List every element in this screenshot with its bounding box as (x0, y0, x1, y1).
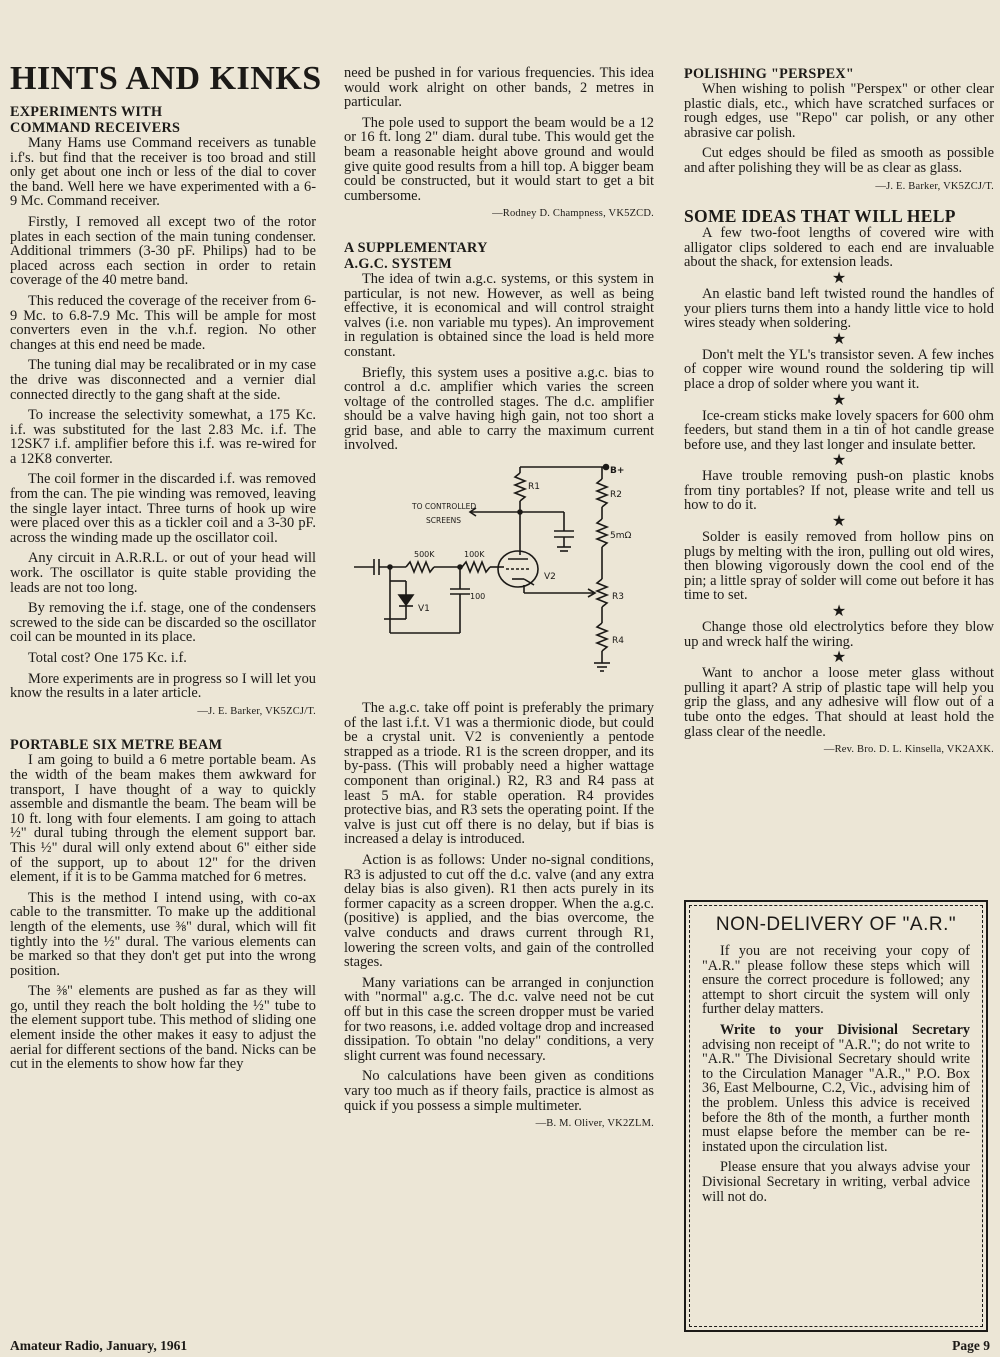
star-separator: ★ (831, 269, 847, 287)
paragraph: When wishing to polish "Perspex" or other clear plastic dials, etc., which have scratched surfaces or rough edges, use "Repo" car polish, or any other abrasive car polish. (684, 81, 994, 141)
paragraph: The ⅜" elements are pushed as far as they will go, until they reach the bolt holding the ½" tube to the element support tube. This method of sliding one element inside the other makes it easy to adjust the aerial for different sections of the band. Nicks can be cut in the elements to show how far they (10, 983, 316, 1073)
paragraph: Briefly, this system uses a positive a.g.c. bias to control a d.c. amplifier which varies the screen voltage of the controlled stages. The d.c. amplifier should be a valve having high gain, not too short a grid base, and able to carry the maximum current involved. (344, 364, 654, 454)
signature: —Rev. Bro. D. L. Kinsella, VK2AXK. (823, 744, 994, 756)
paragraph: A few two-foot lengths of covered wire with alligator clips soldered to each end are invaluable about the shack, for extension leads. (684, 225, 994, 271)
paragraph: Please ensure that you always advise your Divisional Secretary in writing, verbal advice will not do. (702, 1159, 970, 1205)
paragraph: Change those old electrolytics before they blow up and wreck half the wiring. (684, 619, 994, 650)
label-500k: 500K (414, 550, 435, 560)
article-title-agc-l1: A SUPPLEMENTARY (344, 239, 488, 256)
label-r4: R4 (612, 636, 624, 647)
label-bplus: B+ (610, 466, 625, 477)
article-title-ideas: SOME IDEAS THAT WILL HELP (684, 206, 956, 227)
paragraph: If you are not receiving your copy of "A.R." please follow these steps which will ensure the correct procedure is followed; any attempt to short circuit the system will only further delay matters. (702, 943, 970, 1018)
paragraph (702, 1023, 970, 1154)
column-middle (344, 66, 654, 1134)
paragraph: This reduced the coverage of the receiver from 6-9 Mc. to 6.8-7.9 Mc. This will be ample for most converters even in the v.h.f. region. No other changes at this end need be made. (10, 292, 316, 353)
paragraph: Don't melt the YL's transistor seven. A few inches of copper wire wound round the soldering tip will place a drop of solder where you want it. (684, 346, 994, 392)
paragraph: The idea of twin a.g.c. systems, or this system in particular, is not new. However, as well as being effective, it is economical and will control straight valves (i.e. non variable mu types). An improvement in regulation is obtained since the load is held more constant. (344, 270, 654, 360)
label-screens: SCREENS (426, 516, 462, 526)
article-title-command-l2: COMMAND RECEIVERS (10, 120, 181, 136)
paragraph: More experiments are in progress so I will let you know the results in a later article. (10, 670, 316, 702)
notice-title: NON-DELIVERY OF "A.R." (715, 914, 957, 935)
label-100: 100 (470, 592, 486, 602)
notice-bold-instruction: Write to your Divisional Secretary (720, 1021, 970, 1038)
paragraph: The pole used to support the beam would be a 12 or 16 ft. long 2" diam. dural tube. This would get the beam a reasonable height above ground and would give quite good results from a hill top. A bigger beam could be constructed, but it would start to get a bit cumbersome. (344, 114, 654, 204)
non-delivery-notice (684, 900, 988, 1332)
label-v1: V1 (418, 604, 430, 615)
paragraph: Many Hams use Command receivers as tunable i.f's. but find that the receiver is too broad and still only get about one inch or less of the dial to cover the band. Well here we have experimented with a 6-9 Mc. Command receiver. (10, 135, 316, 210)
label-to-controlled: TO CONTROLLED (412, 502, 477, 512)
label-r3: R3 (612, 592, 624, 603)
signature: —J. E. Barker, VK5ZCJ/T. (197, 705, 316, 717)
star-separator: ★ (831, 603, 847, 621)
paragraph: Total cost? One 175 Kc. i.f. (28, 650, 187, 666)
label-v2: V2 (544, 572, 556, 583)
notice-instruction-text: advising non receipt of "A.R."; do not write to "A.R." The Divisional Secretary should write to the Circulation Manager "A.R.," P.O. Box 36, East Melbourne, C.2, Vic., advising him of the problem. Unless this advice is received before the 8th of the month, a further month must elapse before the member can be re-instated upon the circulation list. (702, 1036, 970, 1155)
signature: —Rodney D. Champness, VK5ZCD. (492, 208, 654, 220)
paragraph: need be pushed in for various frequencies. This idea would work alright on other bands, 2 metres in particular. (344, 65, 654, 111)
column-left (10, 60, 322, 1073)
star-separator: ★ (831, 452, 847, 470)
paragraph: Many variations can be arranged in conjunction with "normal" a.g.c. The d.c. valve need not be cut off but in this case the screen dropper must be varied for two reasons, i.e. added voltage drop and increased dissipation. To obtain "no delay" conditions, a very slight current was found necessary. (344, 974, 654, 1064)
star-separator: ★ (831, 513, 847, 531)
label-5-meg: 5mΩ (610, 531, 632, 542)
article-title-beam: PORTABLE SIX METRE BEAM (10, 737, 223, 754)
paragraph: Have trouble removing push-on plastic knobs from tiny portables? If not, please write and tell us how to do it. (684, 468, 994, 514)
signature: —B. M. Oliver, VK2ZLM. (535, 1118, 654, 1130)
paragraph: Solder is easily removed from hollow pins on plugs by melting with the iron, pulling out old wires, then blowing vigorously down the cool end of the pin; a little spray of solder will come out before it has time to set. (684, 529, 994, 604)
paragraph: An elastic band left twisted round the handles of your pliers turns them into a handy little vice to hold wires steady when soldering. (684, 285, 994, 332)
paragraph: This is the method I intend using, with co-ax cable to the transmitter. To make up the additional length of the elements, use ⅜" dural, which will fit tightly into the ½" dural. The various elements can be marked so that they don't get put into the wrong position. (10, 889, 316, 979)
article-title-perspex: POLISHING "PERSPEX" (684, 66, 855, 82)
paragraph: To increase the selectivity somewhat, a 175 Kc. i.f. was substituted for the last 2.83 Mc. i.f. The 12SK7 i.f. amplifier before this i.f. was re-wired for a 12K8 converter. (10, 407, 316, 467)
label-100k: 100K (464, 550, 485, 560)
star-separator: ★ (831, 391, 847, 409)
page-masthead: HINTS AND KINKS (10, 60, 322, 97)
paragraph: Firstly, I removed all except two of the rotor plates in each section of the main tuning condenser. Additional trimmers (3-30 pF. Philips) had to be placed across each section in order to retain coverage of the 40 metre band. (10, 213, 316, 289)
article-title-agc-l2: A.G.C. SYSTEM (344, 255, 452, 272)
star-separator: ★ (831, 330, 847, 348)
paragraph: The tuning dial may be recalibrated or in my case the drive was disconnected and a vernier dial connected directly to the gang shaft at the side. (10, 357, 316, 403)
footer-publication: Amateur Radio, January, 1961 (10, 1338, 188, 1353)
paragraph: Cut edges should be filed as smooth as possible and after polishing they will be as clear as glass. (684, 145, 994, 176)
paragraph: Ice-cream sticks make lovely spacers for 600 ohm feeders, but stand them in a tin of hot candle grease before use, and they last longer and insulate better. (684, 407, 994, 453)
signature: —J. E. Barker, VK5ZCJ/T. (875, 180, 994, 192)
paragraph: No calculations have been given as conditions vary too much as if theory fails, practice is almost as quick if you possess a simple multimeter. (344, 1068, 654, 1114)
footer-page-number: Page 9 (952, 1338, 990, 1353)
label-r2: R2 (610, 490, 622, 501)
star-separator: ★ (831, 649, 847, 667)
paragraph: By removing the i.f. stage, one of the condensers screwed to the side can be discarded so the oscillator coil can be mounted in its place. (10, 600, 316, 646)
paragraph: The a.g.c. take off point is preferably the primary of the last i.f.t. V1 was a thermionic diode, but could be a crystal unit. V2 is conveniently a pentode strapped as a triode. R1 is the screen dropper, and its by-pass. (This will probably need a higher wattage component than original.) R2, R3 and R4 pass at least 5 mA. for stable operation. R4 provides protective bias, and R3 sets the operating point. If the valve is just cut off there is no delay, but if bias is increased a delay is introduced. (344, 700, 654, 848)
column-right (684, 66, 994, 760)
article-title-command-l1: EXPERIMENTS WITH (10, 104, 163, 120)
agc-circuit-diagram (344, 463, 654, 693)
paragraph: Any circuit in A.R.R.L. or out of your head will work. The oscillator is quite stable providing the leads are not too long. (10, 550, 316, 596)
paragraph: Want to anchor a loose meter glass without pulling it apart? A strip of plastic tape will help you grip the glass, and any adhesive will flow out of a tube onto the edges. That should at least hold the glass clear of the needle. (684, 665, 994, 740)
paragraph: I am going to build a 6 metre portable beam. As the width of the beam makes them awkward for transport, I have thought of a way to quickly assemble and dismantle the beam. The beam will be 10 ft. long with four elements. I am going to attach ½" dural tubing through the element support bar. This ½" dural will only extend about 6" either side of the support, up to about 12" for the driven element, if it is to be Gamma matched for 6 metres. (10, 752, 316, 886)
paragraph: Action is as follows: Under no-signal conditions, R3 is adjusted to cut off the d.c. valve (and any extra delay bias is also given). R1 then acts purely in its former capacity as a screen dropper. When the a.g.c. (positive) is applied, and the bias overcome, the valve conducts and draws current through R1, lowering the screen volts, and gain of the controlled stages. (344, 852, 654, 971)
paragraph: The coil former in the discarded i.f. was removed from the can. The pie winding was removed, leaving the single layer intact. Three turns of hook up wire were placed over this as a tickler coil and a 3-30 pF. across the winding made up the oscillator coil. (10, 471, 316, 546)
label-r1: R1 (528, 482, 540, 493)
